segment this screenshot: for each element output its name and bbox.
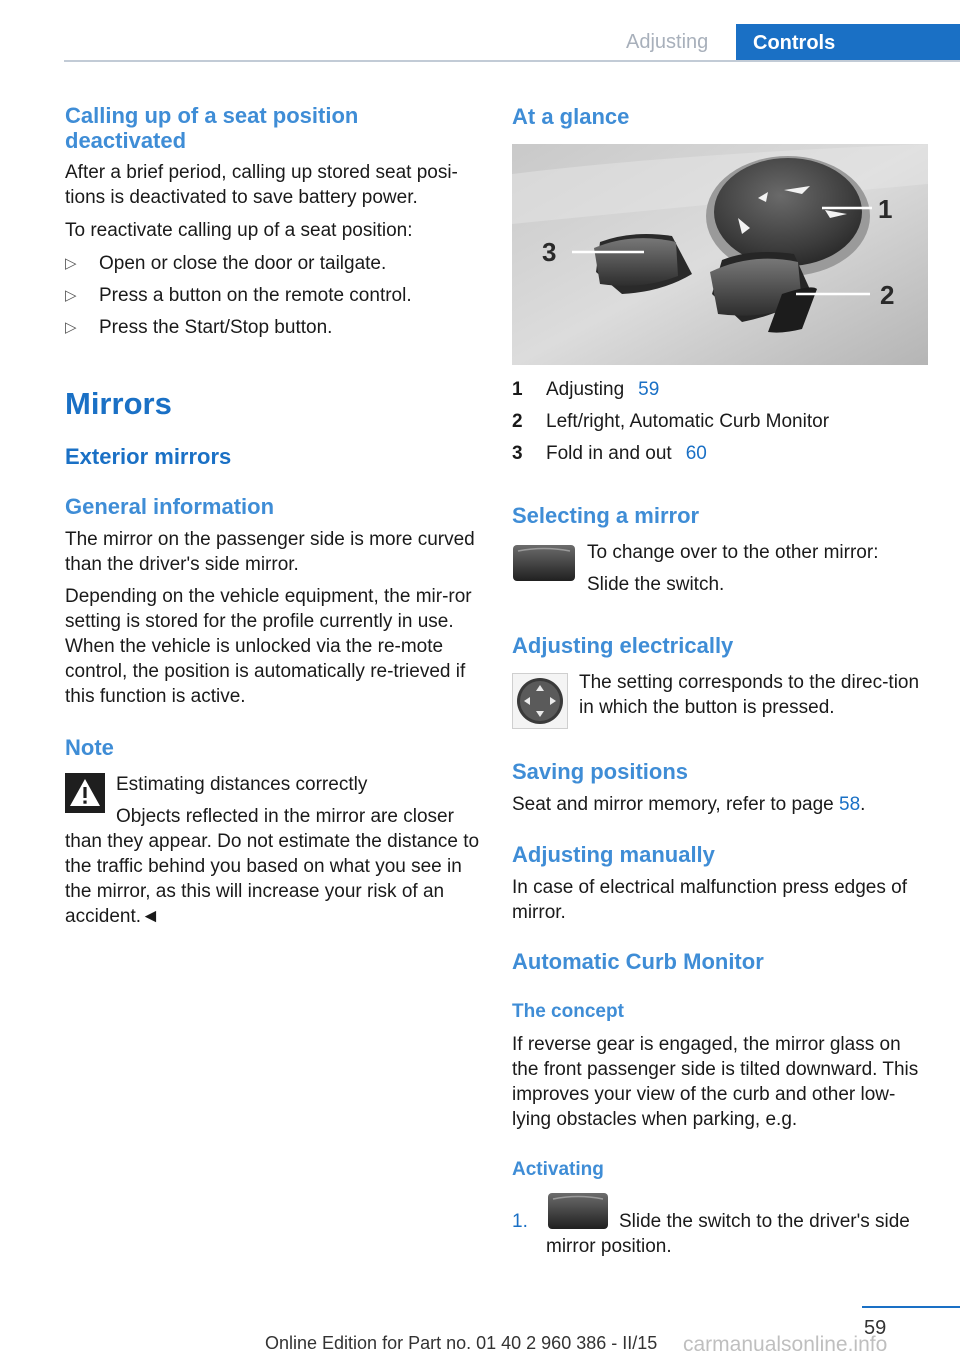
header-chapter-tab: Controls: [736, 24, 960, 62]
heading-mirrors: Mirrors: [65, 386, 172, 421]
legend-number: 1: [512, 379, 523, 400]
note-title: Estimating distances correctly: [116, 774, 368, 795]
heading-note: Note: [65, 735, 114, 760]
footer-rule: [862, 1306, 960, 1308]
edition-note: Online Edition for Part no. 01 40 2 960 386 - II/15: [265, 1333, 658, 1353]
legend-label: Adjusting: [546, 379, 625, 400]
paragraph-seat-2: To reactivate calling up of a seat position:: [65, 220, 413, 241]
saving-period: .: [860, 794, 866, 815]
heading-general-information: General information: [65, 494, 275, 519]
paragraph-select-1: To change over to the other mirror:: [587, 542, 879, 563]
heading-automatic-curb-monitor: Automatic Curb Monitor: [512, 949, 764, 974]
legend-label: Fold in and out: [546, 443, 672, 464]
paragraph-general-2: Depending on the vehicle equipment, the mir-ror setting is stored for the profile currently in use. When the vehicle is unlocked via the re-mote control, the position is automatically re-trieved if this function is active.: [65, 586, 472, 707]
switch-icon: [512, 543, 576, 583]
heading-at-a-glance: At a glance: [512, 104, 630, 129]
saving-text: Seat and mirror memory, refer to page: [512, 794, 834, 815]
page-ref-link[interactable]: 60: [685, 443, 707, 464]
bullet-icon: ▷: [65, 319, 77, 336]
heading-exterior-mirrors: Exterior mirrors: [65, 444, 232, 469]
legend-text: [546, 377, 659, 402]
note-text: Objects reflected in the mirror are closer than they appear. Do not estimate the distance to the traffic behind you based on what you see in the mirror, as this will increase your risk of an accident.◄: [65, 806, 480, 927]
header-rule: [64, 60, 960, 62]
watermark: carmanualsonline.info: [683, 1333, 888, 1356]
paragraph-manually: In case of electrical malfunction press edges of mirror.: [512, 877, 907, 923]
page-ref-link[interactable]: 59: [638, 379, 660, 400]
step-number: 1.: [512, 1211, 528, 1232]
paragraph-saving: [512, 792, 865, 817]
header-section: Adjusting: [626, 31, 709, 53]
heading-adjusting-manually: Adjusting manually: [512, 842, 715, 867]
list-item-text: Press a button on the remote control.: [99, 285, 412, 306]
paragraph-seat-1: After a brief period, calling up stored seat posi-tions is deactivated to save battery power.: [65, 162, 458, 208]
heading-saving-positions: Saving positions: [512, 759, 689, 784]
step-text: Slide the switch to the driver's side mirror position.: [546, 1211, 910, 1257]
legend-text: Left/right, Automatic Curb Monitor: [546, 411, 830, 432]
heading-activating: Activating: [512, 1159, 604, 1180]
heading-selecting-mirror: Selecting a mirror: [512, 503, 700, 528]
paragraph-concept: If reverse gear is engaged, the mirror glass on the front passenger side is tilted downward. This improves your view of the curb and other low-lying obstacles when parking, e.g.: [512, 1034, 919, 1130]
legend-number: 2: [512, 411, 523, 432]
heading-adjusting-electrically: Adjusting electrically: [512, 633, 734, 658]
paragraph-electrically: The setting corresponds to the direc-tion in which the button is pressed.: [579, 672, 920, 718]
page-ref-link[interactable]: 58: [839, 794, 861, 815]
list-item-text: Press the Start/Stop button.: [99, 317, 333, 338]
heading-the-concept: The concept: [512, 1001, 624, 1022]
paragraph-general-1: The mirror on the passenger side is more curved than the driver's side mirror.: [65, 529, 475, 575]
legend-text: [546, 441, 707, 466]
heading-seat-deactivated: Calling up of a seat position deactivated: [65, 103, 359, 153]
paragraph-select-2: Slide the switch.: [587, 574, 725, 595]
mirror-controls-illustration: [512, 144, 928, 365]
callout-label-3: 3: [542, 237, 557, 267]
bullet-icon: ▷: [65, 287, 77, 304]
callout-label-2: 2: [880, 280, 895, 310]
list-item-text: Open or close the door or tailgate.: [99, 253, 387, 274]
directional-pad-icon: [512, 673, 568, 729]
bullet-icon: ▷: [65, 255, 77, 272]
callout-label-1: 1: [878, 194, 893, 224]
legend-number: 3: [512, 443, 523, 464]
page-number: 59: [864, 1317, 887, 1339]
